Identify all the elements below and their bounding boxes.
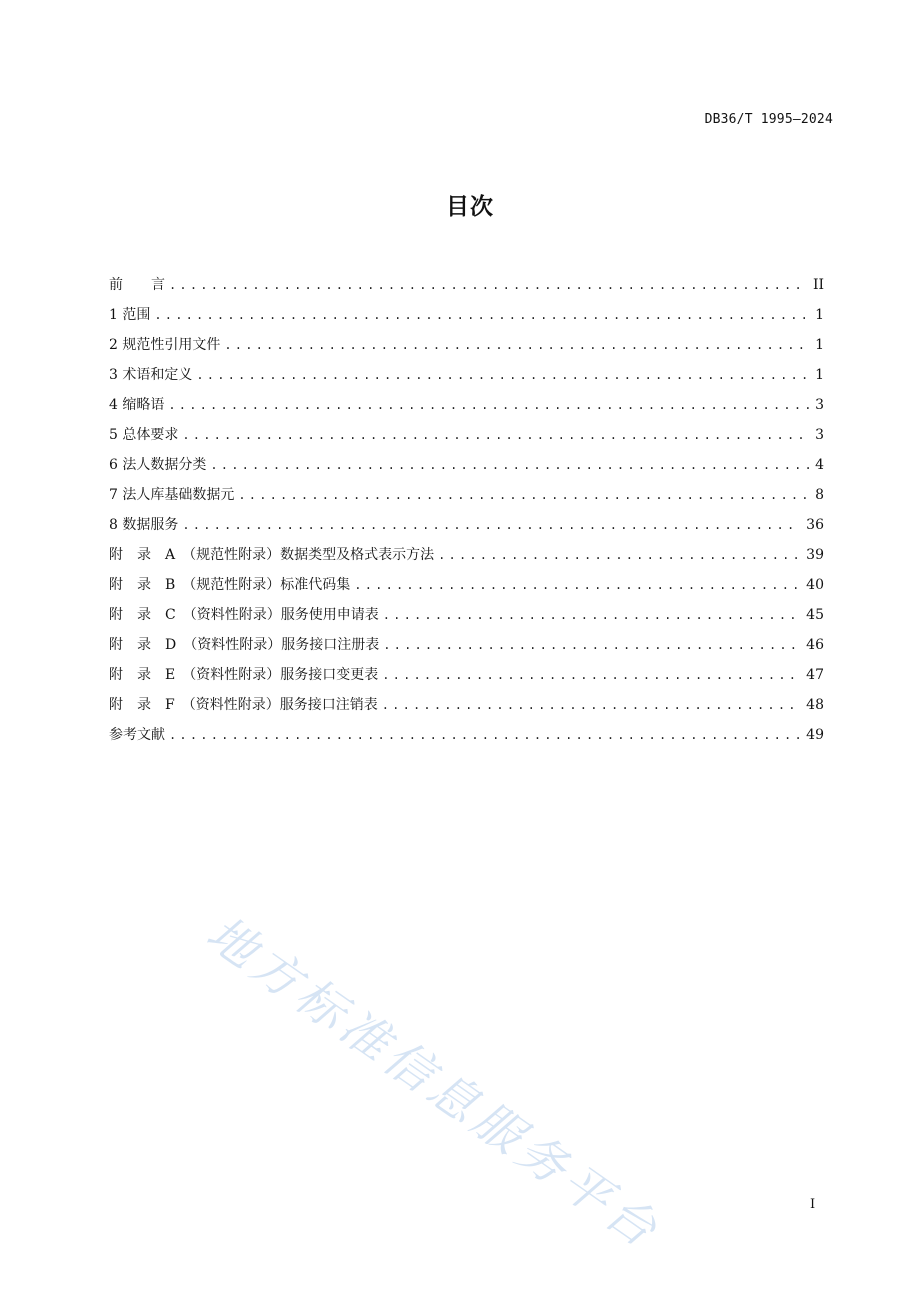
toc-entry-label: 附 录 B （规范性附录）标准代码集 bbox=[109, 577, 351, 593]
toc-entry-appendix-a[interactable] bbox=[109, 540, 824, 570]
toc-entry-label: 附 录 A （规范性附录）数据类型及格式表示方法 bbox=[109, 547, 435, 563]
page-number: I bbox=[810, 1197, 816, 1212]
toc-leader-dots bbox=[210, 450, 809, 480]
toc-entry-abbreviations[interactable] bbox=[109, 390, 824, 420]
toc-entry-label: 2 规范性引用文件 bbox=[109, 337, 221, 353]
toc-leader-dots bbox=[383, 600, 800, 630]
toc-leader-dots bbox=[169, 720, 800, 750]
toc-entry-label: 3 术语和定义 bbox=[109, 367, 193, 383]
toc-entry-label: 6 法人数据分类 bbox=[109, 457, 207, 473]
toc-leader-dots bbox=[154, 300, 809, 330]
toc-leader-dots bbox=[238, 480, 809, 510]
toc-entry-appendix-e[interactable] bbox=[109, 660, 824, 690]
toc-entry-scope[interactable] bbox=[109, 300, 824, 330]
toc-entry-foreword[interactable] bbox=[109, 270, 824, 300]
toc-entry-terms-definitions[interactable] bbox=[109, 360, 824, 390]
toc-entry-label: 附 录 E （资料性附录）服务接口变更表 bbox=[109, 667, 379, 683]
toc-entry-page: 47 bbox=[806, 667, 824, 683]
toc-leader-dots bbox=[169, 270, 807, 300]
toc-entry-page: 48 bbox=[806, 697, 824, 713]
toc-leader-dots bbox=[354, 570, 800, 600]
toc-entry-appendix-c[interactable] bbox=[109, 600, 824, 630]
toc-entry-appendix-d[interactable] bbox=[109, 630, 824, 660]
watermark: 地方标准信息服务平台 bbox=[196, 905, 671, 1261]
toc-entry-normative-references[interactable] bbox=[109, 330, 824, 360]
toc-entry-page: 1 bbox=[815, 307, 824, 323]
toc-leader-dots bbox=[182, 510, 800, 540]
toc-leader-dots bbox=[168, 390, 809, 420]
toc-entry-page: II bbox=[812, 277, 824, 293]
toc-leader-dots bbox=[196, 360, 809, 390]
toc-entry-label: 附 录 F （资料性附录）服务接口注销表 bbox=[109, 697, 378, 713]
toc-entry-appendix-b[interactable] bbox=[109, 570, 824, 600]
toc-leader-dots bbox=[382, 660, 800, 690]
toc-entry-page: 1 bbox=[815, 337, 824, 353]
toc-entry-page: 3 bbox=[815, 397, 824, 413]
toc-entry-page: 40 bbox=[806, 577, 824, 593]
toc-leader-dots bbox=[438, 540, 800, 570]
toc-entry-general-requirements[interactable] bbox=[109, 420, 824, 450]
toc-entry-basic-data-elements[interactable] bbox=[109, 480, 824, 510]
toc-title: 目次 bbox=[446, 194, 494, 220]
toc-entry-label: 7 法人库基础数据元 bbox=[109, 487, 235, 503]
toc-entry-page: 39 bbox=[806, 547, 824, 563]
toc-entry-label: 8 数据服务 bbox=[109, 517, 179, 533]
toc-leader-dots bbox=[383, 630, 800, 660]
toc-entry-label: 附 录 C （资料性附录）服务使用申请表 bbox=[109, 607, 379, 623]
toc-entry-label: 附 录 D （资料性附录）服务接口注册表 bbox=[109, 637, 380, 653]
toc-entry-page: 49 bbox=[806, 727, 824, 743]
toc-entry-page: 4 bbox=[815, 457, 824, 473]
toc-entry-data-services[interactable] bbox=[109, 510, 824, 540]
toc-entry-appendix-f[interactable] bbox=[109, 690, 824, 720]
toc-entry-label: 前 言 bbox=[109, 277, 165, 293]
toc-entry-bibliography[interactable] bbox=[109, 720, 824, 750]
toc-leader-dots bbox=[182, 420, 809, 450]
toc-entry-page: 8 bbox=[815, 487, 824, 503]
toc-entry-label: 参考文献 bbox=[109, 727, 165, 743]
document-code: DB36/T 1995—2024 bbox=[704, 112, 833, 127]
toc-leader-dots bbox=[382, 690, 800, 720]
table-of-contents bbox=[109, 270, 824, 750]
toc-leader-dots bbox=[224, 330, 809, 360]
toc-entry-label: 1 范围 bbox=[109, 307, 151, 323]
toc-entry-label: 4 缩略语 bbox=[109, 397, 165, 413]
toc-entry-page: 36 bbox=[806, 517, 824, 533]
toc-entry-page: 1 bbox=[815, 367, 824, 383]
toc-entry-page: 45 bbox=[806, 607, 824, 623]
toc-entry-page: 3 bbox=[815, 427, 824, 443]
toc-entry-page: 46 bbox=[806, 637, 824, 653]
toc-entry-data-classification[interactable] bbox=[109, 450, 824, 480]
toc-entry-label: 5 总体要求 bbox=[109, 427, 179, 443]
